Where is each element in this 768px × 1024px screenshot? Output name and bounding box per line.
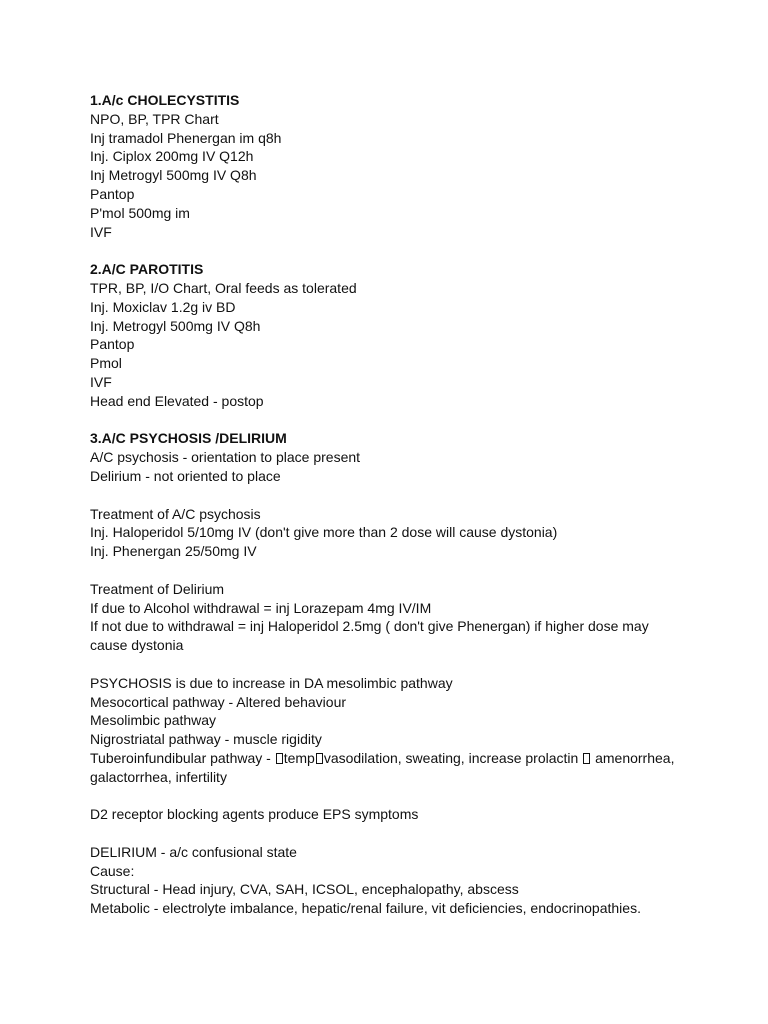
section-heading-cholecystitis: 1.A/c CHOLECYSTITIS	[90, 92, 240, 108]
paragraph-gap	[90, 241, 740, 260]
text-line: Inj. Metrogyl 500mg IV Q8h	[90, 317, 261, 334]
text-line: D2 receptor blocking agents produce EPS symptoms	[90, 806, 419, 823]
section-heading-parotitis: 2.A/C PAROTITIS	[90, 261, 204, 278]
text-line: Nigrostriatal pathway - muscle rigidity	[90, 731, 322, 748]
text-line: Inj. Ciplox 200mg IV Q12h	[90, 148, 254, 165]
text-line: If due to Alcohol withdrawal = inj Lorazepam 4mg IV/IM	[90, 599, 432, 616]
document-page	[90, 91, 740, 918]
text-line: Delirium - not oriented to place	[90, 467, 281, 484]
text-line: Inj tramadol Phenergan im q8h	[90, 129, 282, 146]
paragraph-gap	[90, 655, 740, 674]
missing-glyph-icon	[316, 753, 323, 764]
text-line: If not due to withdrawal = inj Haloperidol 2.5mg ( don't give Phenergan) if higher dose may cause dystonia	[90, 618, 649, 654]
text-fragment: Tuberoinfundibular pathway -	[90, 749, 275, 766]
tuberoinfundibular-line	[90, 749, 680, 787]
text-line: Cause:	[90, 862, 135, 879]
text-line: Metabolic - electrolyte imbalance, hepatic/renal failure, vit deficiencies, endocrinopathies.	[90, 900, 641, 917]
missing-glyph-icon	[276, 753, 283, 764]
paragraph-gap	[90, 561, 740, 580]
text-line: NPO, BP, TPR Chart	[90, 110, 219, 127]
text-line: Inj. Haloperidol 5/10mg IV (don't give more than 2 dose will cause dystonia)	[90, 524, 558, 541]
missing-glyph-icon	[583, 753, 590, 764]
text-line: Structural - Head injury, CVA, SAH, ICSOL, encephalopathy, abscess	[90, 881, 519, 898]
subheading-psychosis-treatment: Treatment of A/C psychosis	[90, 505, 261, 522]
text-line: TPR, BP, I/O Chart, Oral feeds as tolerated	[90, 279, 357, 296]
text-line: Inj. Moxiclav 1.2g iv BD	[90, 298, 236, 315]
text-line: Pantop	[90, 185, 135, 202]
text-line: PSYCHOSIS is due to increase in DA mesolimbic pathway	[90, 674, 453, 691]
paragraph-gap	[90, 824, 740, 843]
text-line: Mesolimbic pathway	[90, 712, 217, 729]
text-line: DELIRIUM - a/c confusional state	[90, 843, 297, 860]
text-line: IVF	[90, 223, 112, 240]
section-heading-psychosis-delirium: 3.A/C PSYCHOSIS /DELIRIUM	[90, 430, 287, 447]
text-fragment: vasodilation, sweating, increase prolactin	[323, 749, 583, 766]
paragraph-gap	[90, 411, 740, 430]
paragraph-gap	[90, 786, 740, 805]
text-line: IVF	[90, 373, 112, 390]
subheading-delirium-treatment: Treatment of Delirium	[90, 580, 225, 597]
paragraph-gap	[90, 486, 740, 505]
text-line: Inj Metrogyl 500mg IV Q8h	[90, 167, 257, 184]
text-line: Pmol	[90, 355, 122, 372]
text-fragment: amenorrhea, galactorrhea, infertility	[90, 749, 675, 785]
text-line: Head end Elevated - postop	[90, 392, 264, 409]
text-line: Pantop	[90, 336, 135, 353]
text-line: A/C psychosis - orientation to place present	[90, 449, 361, 466]
text-line: Mesocortical pathway - Altered behaviour	[90, 693, 347, 710]
text-line: P'mol 500mg im	[90, 204, 190, 221]
text-line: Inj. Phenergan 25/50mg IV	[90, 543, 257, 560]
text-fragment: temp	[283, 749, 315, 766]
